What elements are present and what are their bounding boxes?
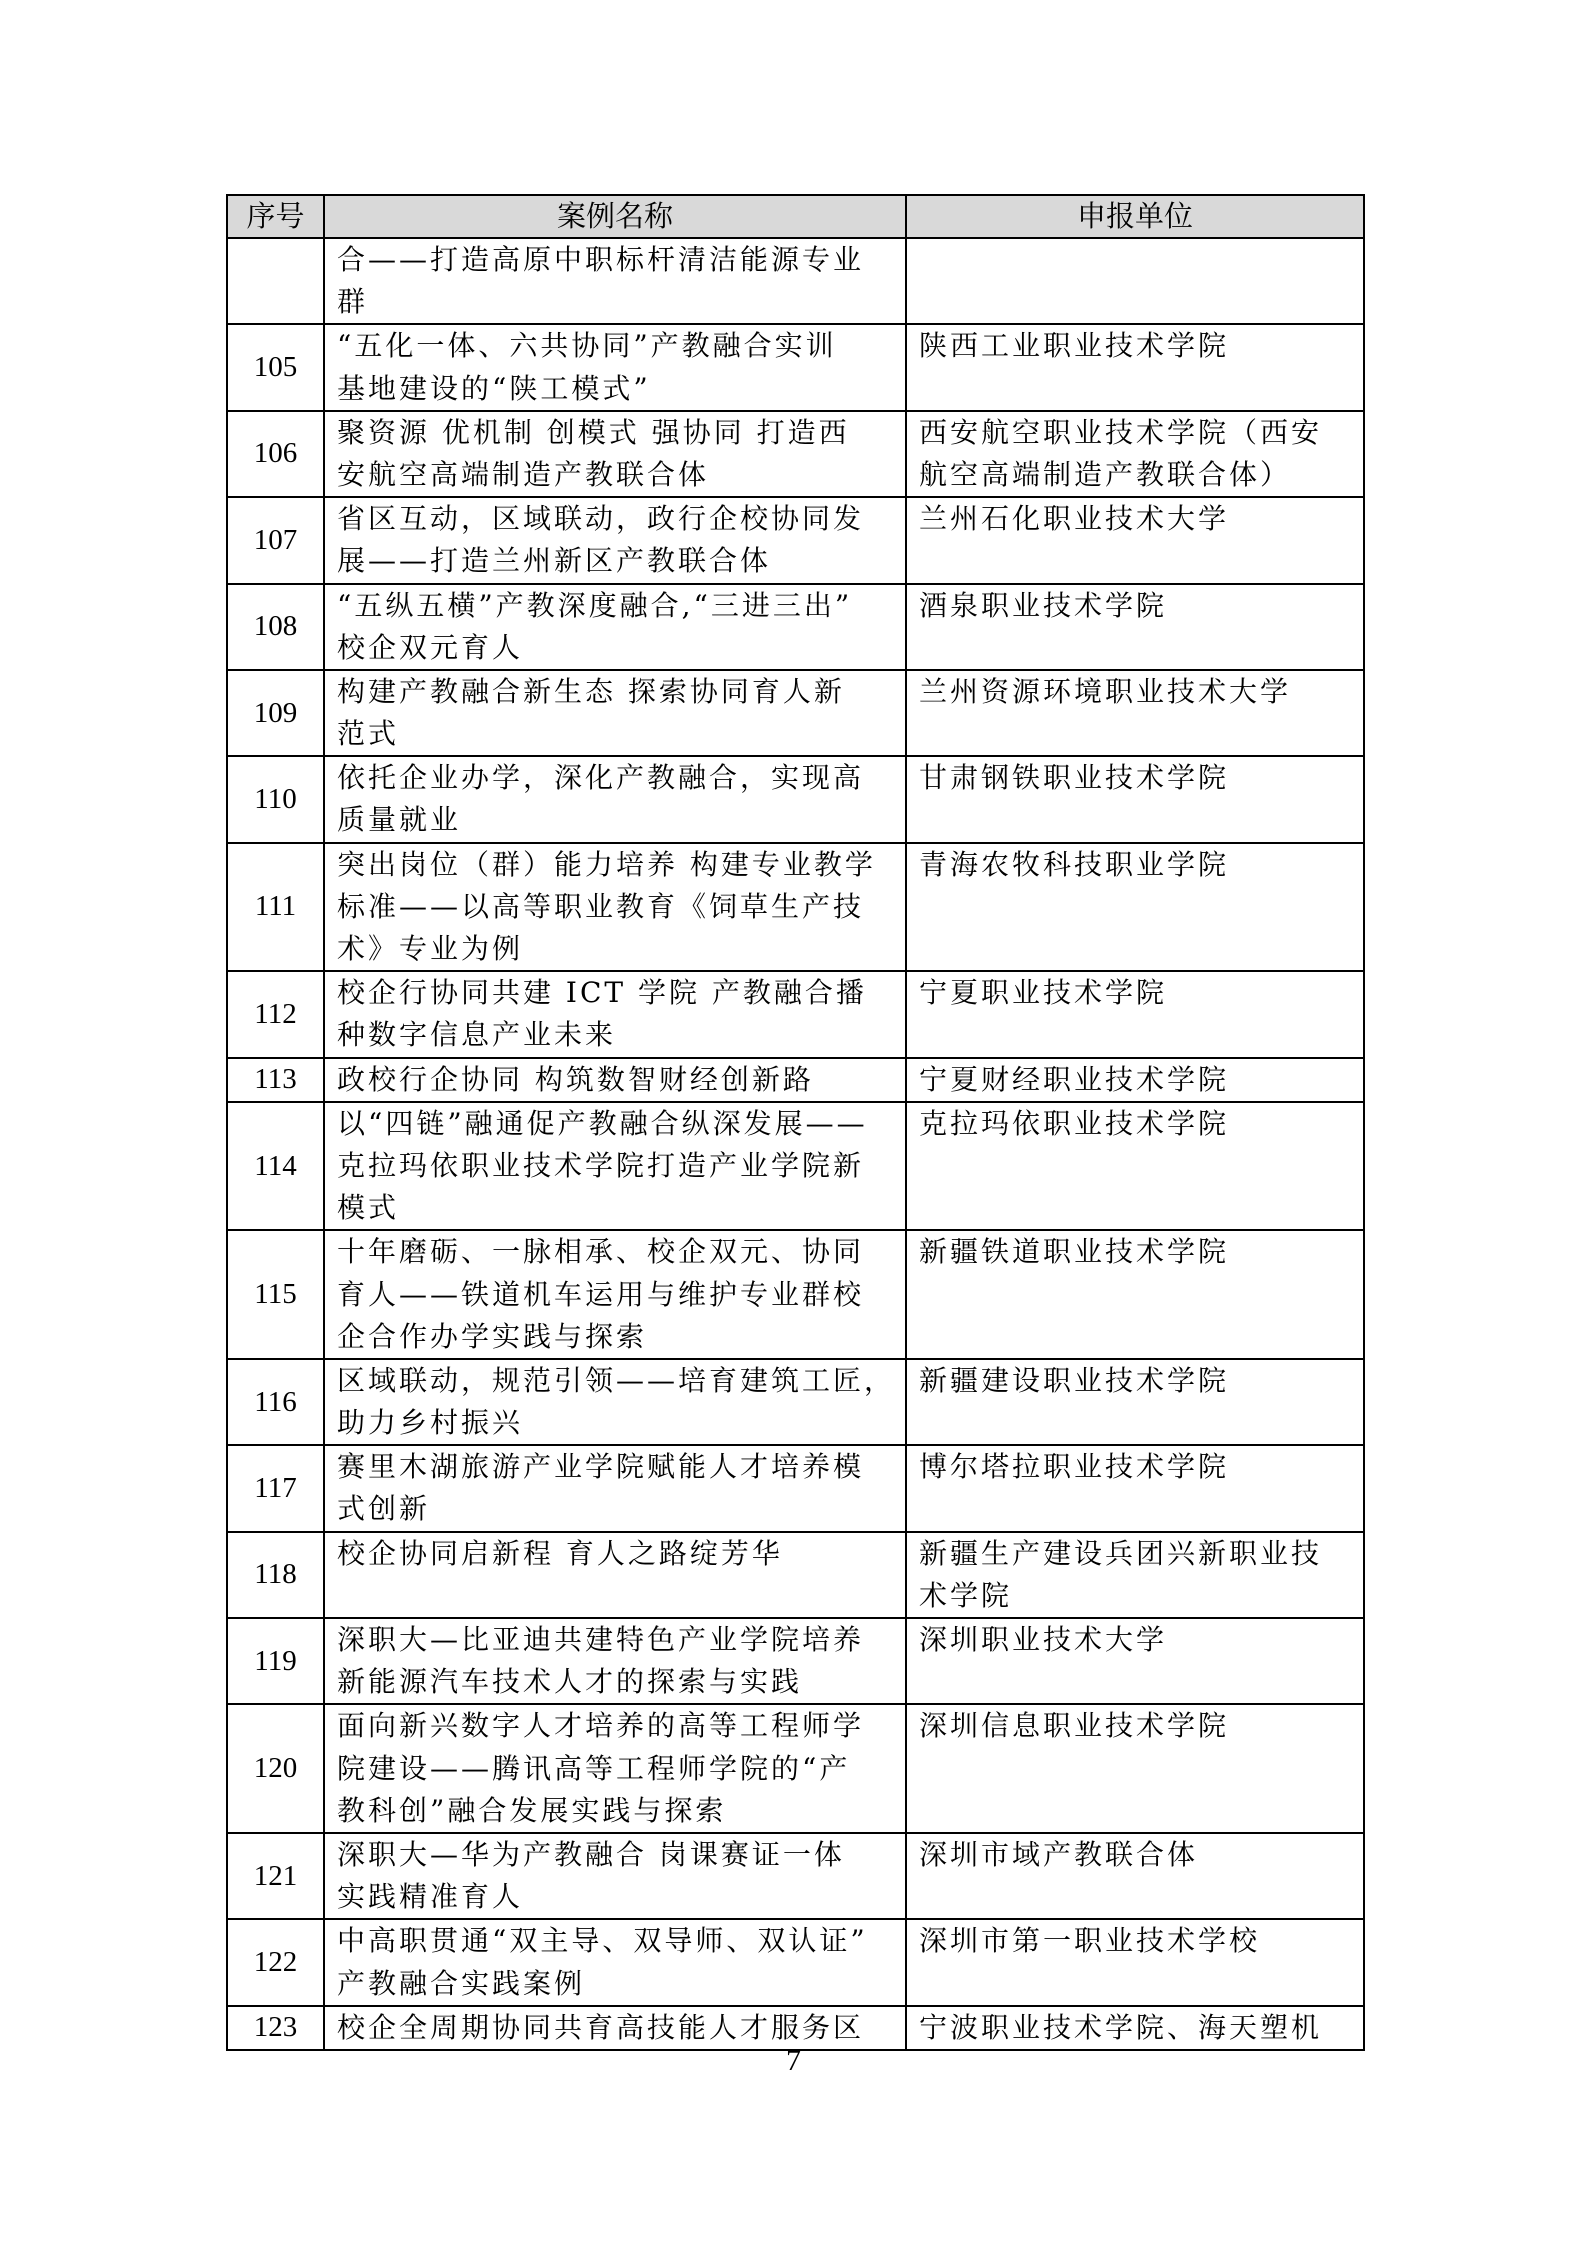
case-name-line: 产教融合实践案例: [337, 1966, 586, 2000]
applicant-unit-line: 博尔塔拉职业技术学院: [919, 1450, 1230, 1484]
table-body: [227, 238, 1364, 2050]
case-name-line: 助力乡村振兴: [337, 1406, 524, 1440]
applicant-unit-line: 兰州石化职业技术大学: [919, 502, 1230, 536]
table-row: [227, 1445, 1364, 1531]
row-number: 106: [227, 411, 324, 497]
case-name-line: 教科创”融合发展实践与探索: [337, 1793, 727, 1827]
table-header-row: [227, 195, 1364, 238]
row-number: 119: [227, 1618, 324, 1704]
case-name-line: 十年磨砺、一脉相承、校企双元、协同: [337, 1235, 865, 1269]
applicant-unit-line: 陕西工业职业技术学院: [919, 329, 1230, 363]
applicant-unit-cell: [906, 1618, 1364, 1704]
applicant-unit-cell: [906, 1359, 1364, 1445]
applicant-unit-line: 青海农牧科技职业学院: [919, 847, 1230, 881]
applicant-unit-cell: [906, 756, 1364, 842]
case-name-line: 育人——铁道机车运用与维护专业群校: [337, 1277, 865, 1311]
table-row: [227, 1919, 1364, 2005]
applicant-unit-line: 西安航空职业技术学院（西安: [919, 415, 1323, 449]
applicant-unit-cell: [906, 497, 1364, 583]
applicant-unit-line: 克拉玛依职业技术学院: [919, 1106, 1230, 1140]
applicant-unit-cell: [906, 843, 1364, 972]
applicant-unit-line: 宁夏财经职业技术学院: [919, 1062, 1230, 1096]
table-row: [227, 1618, 1364, 1704]
applicant-unit-line: 新疆铁道职业技术学院: [919, 1235, 1230, 1269]
row-number: 105: [227, 324, 324, 410]
applicant-unit-line: 甘肃钢铁职业技术学院: [919, 761, 1230, 795]
case-name-line: 深职大—比亚迪共建特色产业学院培养: [337, 1623, 865, 1656]
table-row: [227, 584, 1364, 670]
case-name-line: 合——打造高原中职标杆清洁能源专业: [337, 243, 865, 276]
case-name-line: 校企协同启新程 育人之路绽芳华: [337, 1536, 783, 1570]
applicant-unit-cell: [906, 1532, 1364, 1618]
case-name-line: 以“四链”融通促产教融合纵深发展——: [337, 1106, 868, 1140]
case-name-line: 区域联动，规范引领——培育建筑工匠，: [337, 1363, 896, 1397]
case-name-cell: [324, 1532, 906, 1618]
table-row: [227, 411, 1364, 497]
case-name-line: 标准——以高等职业教育《饲草生产技: [337, 889, 865, 923]
case-name-cell: [324, 670, 906, 756]
row-number: 117: [227, 1445, 324, 1531]
applicant-unit-line: 航空高端制造产教联合体）: [919, 457, 1292, 491]
applicant-unit-line: 深圳市第一职业技术学校: [919, 1924, 1261, 1958]
case-name-line: 模式: [337, 1191, 400, 1225]
case-name-cell: [324, 1618, 906, 1704]
case-name-cell: [324, 497, 906, 583]
applicant-unit-cell: [906, 1058, 1364, 1102]
case-name-line: 构建产教融合新生态 探索协同育人新: [337, 674, 845, 708]
column-header-case-name: 案例名称: [324, 195, 906, 238]
case-name-cell: [324, 411, 906, 497]
case-name-line: 省区互动，区域联动，政行企校协同发: [337, 502, 865, 536]
row-number: 112: [227, 971, 324, 1057]
applicant-unit-cell: [906, 324, 1364, 410]
applicant-unit-cell: [906, 1833, 1364, 1919]
row-number: 115: [227, 1230, 324, 1359]
case-name-cell: [324, 843, 906, 972]
table-row: [227, 238, 1364, 324]
case-name-line: 新能源汽车技术人才的探索与实践: [337, 1665, 803, 1699]
case-name-cell: [324, 324, 906, 410]
case-name-line: 校企全周期协同共育高技能人才服务区: [337, 2010, 865, 2044]
case-name-line: 校企行协同共建 ICT 学院 产教融合播: [337, 976, 867, 1010]
table-row: [227, 843, 1364, 972]
case-name-line: “五纵五横”产教深度融合,“三进三出”: [337, 588, 853, 622]
case-name-cell: [324, 971, 906, 1057]
applicant-unit-cell: [906, 238, 1364, 324]
case-name-cell: [324, 1833, 906, 1919]
case-name-line: 中高职贯通“双主导、双导师、双认证”: [337, 1924, 868, 1958]
table-row: [227, 971, 1364, 1057]
applicant-unit-line: 兰州资源环境职业技术大学: [919, 674, 1292, 708]
case-name-line: “五化一体、六共协同”产教融合实训: [337, 329, 837, 363]
case-name-cell: [324, 1102, 906, 1231]
case-name-cell: [324, 1919, 906, 2005]
column-header-no: 序号: [227, 195, 324, 238]
case-name-line: 克拉玛依职业技术学院打造产业学院新: [337, 1148, 865, 1182]
case-name-line: 基地建设的“陕工模式”: [337, 371, 651, 405]
row-number: 107: [227, 497, 324, 583]
case-name-line: 群: [337, 285, 369, 319]
table-row: [227, 1102, 1364, 1231]
case-name-line: 院建设——腾讯高等工程师学院的“产: [337, 1751, 851, 1785]
case-name-cell: [324, 1445, 906, 1531]
case-name-line: 范式: [337, 717, 400, 751]
applicant-unit-line: 深圳信息职业技术学院: [919, 1709, 1230, 1743]
row-number: 110: [227, 756, 324, 842]
case-name-cell: [324, 584, 906, 670]
row-number: 123: [227, 2006, 324, 2050]
case-name-line: 实践精准育人: [337, 1880, 524, 1914]
applicant-unit-line: 宁夏职业技术学院: [919, 976, 1168, 1010]
table-row: [227, 324, 1364, 410]
case-name-cell: [324, 1359, 906, 1445]
applicant-unit-line: 酒泉职业技术学院: [919, 588, 1168, 622]
row-number: 108: [227, 584, 324, 670]
row-number: 116: [227, 1359, 324, 1445]
page-number: 7: [786, 2044, 801, 2077]
table-row: [227, 1058, 1364, 1102]
table-row: [227, 1833, 1364, 1919]
applicant-unit-cell: [906, 1704, 1364, 1833]
applicant-unit-line: 新疆生产建设兵团兴新职业技: [919, 1536, 1323, 1570]
table-row: [227, 1359, 1364, 1445]
applicant-unit-cell: [906, 971, 1364, 1057]
table-row: [227, 670, 1364, 756]
row-number: [227, 238, 324, 324]
case-name-line: 种数字信息产业未来: [337, 1018, 617, 1052]
row-number: 122: [227, 1919, 324, 2005]
table-row: [227, 497, 1364, 583]
applicant-unit-line: 新疆建设职业技术学院: [919, 1363, 1230, 1397]
applicant-unit-cell: [906, 1919, 1364, 2005]
applicant-unit-line: 术学院: [919, 1578, 1013, 1612]
applicant-unit-line: 深圳市域产教联合体: [919, 1837, 1199, 1871]
case-name-line: 质量就业: [337, 803, 462, 837]
case-name-line: 政校行企协同 构筑数智财经创新路: [337, 1062, 814, 1096]
applicant-unit-cell: [906, 411, 1364, 497]
case-name-cell: [324, 1704, 906, 1833]
case-name-line: 安航空高端制造产教联合体: [337, 457, 710, 491]
column-header-applicant-unit: 申报单位: [906, 195, 1364, 238]
row-number: 121: [227, 1833, 324, 1919]
table-row: [227, 1230, 1364, 1359]
row-number: 114: [227, 1102, 324, 1231]
row-number: 111: [227, 843, 324, 972]
case-name-line: 深职大—华为产教融合 岗课赛证一体: [337, 1837, 845, 1871]
case-name-line: 聚资源 优机制 创模式 强协同 打造西: [337, 415, 850, 449]
applicant-unit-cell: [906, 1102, 1364, 1231]
case-name-line: 术》专业为例: [337, 932, 524, 965]
case-list-table: [226, 194, 1365, 2051]
case-name-line: 赛里木湖旅游产业学院赋能人才培养模: [337, 1450, 865, 1484]
row-number: 113: [227, 1058, 324, 1102]
case-name-line: 面向新兴数字人才培养的高等工程师学: [337, 1709, 865, 1743]
table-row: [227, 1532, 1364, 1618]
row-number: 120: [227, 1704, 324, 1833]
applicant-unit-line: [919, 239, 1353, 281]
case-name-line: 校企双元育人: [337, 630, 524, 664]
row-number: 109: [227, 670, 324, 756]
applicant-unit-cell: [906, 584, 1364, 670]
case-name-cell: [324, 756, 906, 842]
case-name-line: 展——打造兰州新区产教联合体: [337, 544, 772, 578]
case-name-cell: [324, 1058, 906, 1102]
applicant-unit-cell: [906, 1230, 1364, 1359]
case-name-line: 式创新: [337, 1492, 431, 1526]
case-name-cell: [324, 1230, 906, 1359]
table-row: [227, 756, 1364, 842]
applicant-unit-line: 宁波职业技术学院、海天塑机: [919, 2010, 1323, 2044]
case-name-line: 依托企业办学，深化产教融合，实现高: [337, 761, 865, 795]
row-number: 118: [227, 1532, 324, 1618]
case-name-line: 企合作办学实践与探索: [337, 1319, 648, 1353]
case-name-cell: [324, 238, 906, 324]
case-name-line: 突出岗位（群）能力培养 构建专业教学: [337, 847, 876, 881]
applicant-unit-cell: [906, 1445, 1364, 1531]
applicant-unit-cell: [906, 670, 1364, 756]
applicant-unit-line: 深圳职业技术大学: [919, 1623, 1168, 1656]
table-row: [227, 1704, 1364, 1833]
